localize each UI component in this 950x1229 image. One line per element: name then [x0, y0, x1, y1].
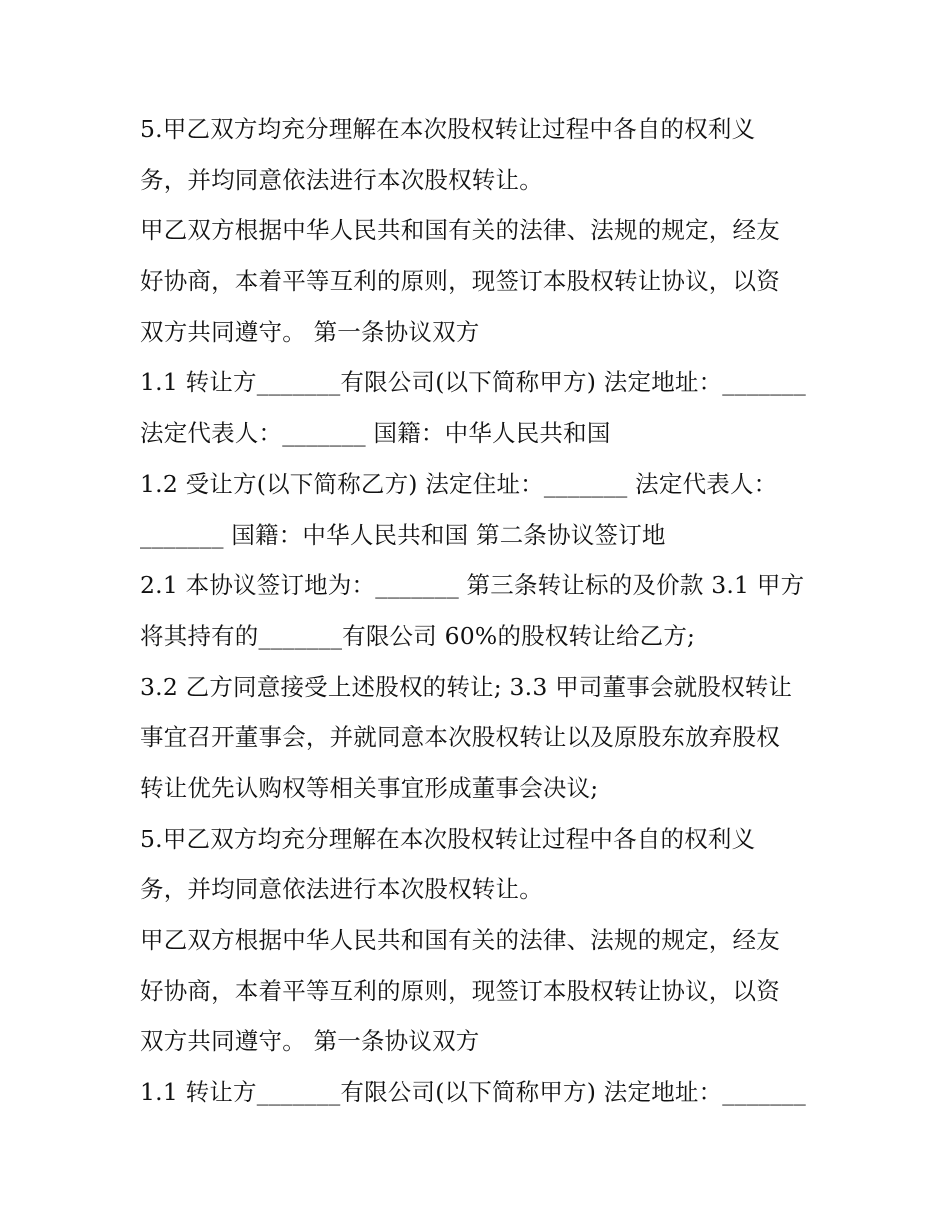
text-line: 法定代表人：_______ 国籍：中华人民共和国: [140, 419, 611, 448]
text-line: 务，并均同意依法进行本次股权转让。: [140, 875, 543, 904]
text-line: 3.2 乙方同意接受上述股权的转让; 3.3 甲司董事会就股权转让: [140, 672, 793, 701]
text-line: 好协商，本着平等互利的原则，现签订本股权转让协议，以资: [140, 267, 780, 296]
document-body: [140, 104, 820, 1118]
text-line: 1.2 受让方(以下简称乙方) 法定住址：_______ 法定代表人：: [140, 469, 778, 498]
text-line: 好协商，本着平等互利的原则，现签订本股权转让协议，以资: [140, 976, 780, 1005]
text-line: 甲乙双方根据中华人民共和国有关的法律、法规的规定，经友: [140, 216, 780, 245]
text-line: 1.1 转让方_______有限公司(以下简称甲方) 法定地址：_______: [140, 1078, 806, 1107]
text-line: _______ 国籍：中华人民共和国 第二条协议签订地: [140, 520, 666, 549]
text-line: 5.甲乙双方均充分理解在本次股权转让过程中各自的权利义: [140, 824, 756, 853]
text-line: 务，并均同意依法进行本次股权转让。: [140, 165, 543, 194]
text-line: 5.甲乙双方均充分理解在本次股权转让过程中各自的权利义: [140, 115, 756, 143]
text-line: 1.1 转让方_______有限公司(以下简称甲方) 法定地址：_______: [140, 368, 806, 397]
text-line: 双方共同遵守。 第一条协议双方: [140, 317, 480, 346]
text-line: 将其持有的_______有限公司 60%的股权转让给乙方;: [140, 621, 696, 650]
text-line: 事宜召开董事会，并就同意本次股权转让以及原股东放弃股权: [140, 723, 780, 752]
text-line: 转让优先认购权等相关事宜形成董事会决议;: [140, 773, 599, 802]
text-line: 双方共同遵守。 第一条协议双方: [140, 1027, 480, 1056]
text-line: 甲乙双方根据中华人民共和国有关的法律、法规的规定，经友: [140, 926, 780, 954]
text-line: 2.1 本协议签订地为：_______ 第三条转让标的及价款 3.1 甲方: [140, 571, 805, 600]
